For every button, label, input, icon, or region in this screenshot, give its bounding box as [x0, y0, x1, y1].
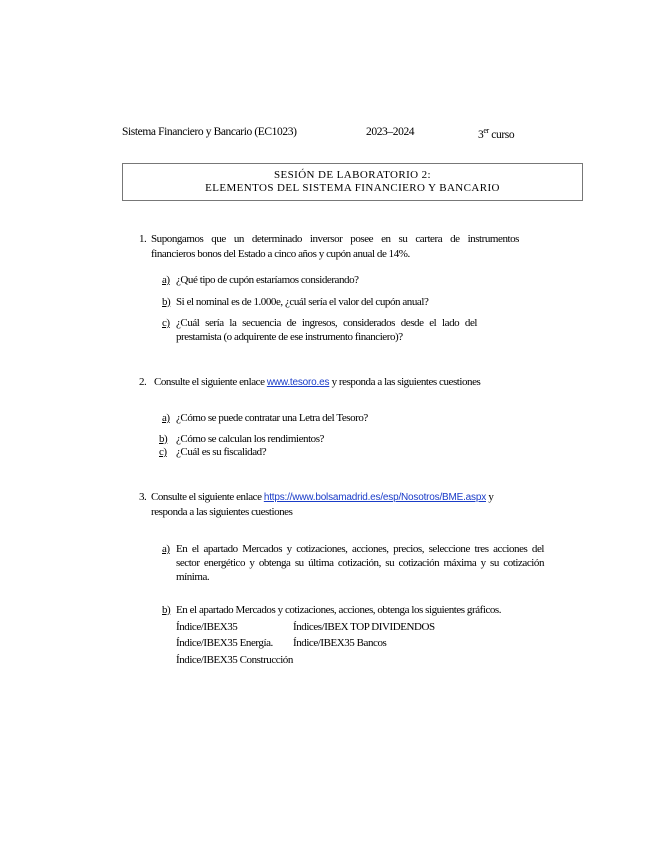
question-3a-line3: mínima.: [176, 571, 210, 583]
question-3b-text: En el apartado Mercados y cotizaciones, acciones, obtenga los siguientes gráficos.: [176, 604, 502, 616]
question-2a-text: ¿Cómo se puede contratar una Letra del Tesoro?: [176, 412, 368, 424]
question-2-intro: [154, 376, 480, 388]
tesoro-link[interactable]: www.tesoro.es: [266, 377, 330, 388]
session-title-line1: SESIÓN DE LABORATORIO 2:: [274, 169, 431, 181]
question-1-line2: financieros bonos del Estado a cinco años y cupón anual de 14%.: [151, 248, 410, 260]
question-1c-line1: ¿Cuál sería la secuencia de ingresos, considerados desde el lado del: [176, 317, 477, 329]
session-title-box: [122, 163, 583, 201]
question-3a-line1: En el apartado Mercados y cotizaciones, acciones, precios, seleccione tres acciones del: [176, 543, 544, 555]
question-1a-text: ¿Qué tipo de cupón estaríamos considerando?: [176, 274, 359, 286]
question-2-pre-text: Consulte el siguiente enlace: [154, 376, 265, 388]
course-level-number: 3: [478, 129, 484, 141]
question-3-intro: [151, 491, 493, 503]
chart-item: Índice/IBEX35 Construcción: [176, 654, 293, 666]
question-2-post-text: y responda a las siguientes cuestiones: [331, 376, 481, 388]
question-2-number: 2.: [139, 376, 147, 388]
chart-item: Índice/IBEX35: [176, 621, 238, 633]
question-1b-text: Si el nominal es de 1.000e, ¿cuál sería el valor del cupón anual?: [176, 296, 429, 308]
question-2b-text: ¿Cómo se calculan los rendimientos?: [176, 433, 324, 445]
bolsamadrid-link[interactable]: https://www.bolsamadrid.es/esp/Nosotros/BME.aspx: [263, 492, 486, 503]
academic-year: 2023–2024: [366, 126, 415, 138]
question-3a-label: a): [162, 543, 170, 555]
question-3-pre-text: Consulte el siguiente enlace: [151, 491, 262, 503]
course-name: Sistema Financiero y Bancario (EC1023): [122, 126, 297, 138]
question-1-number: 1.: [139, 233, 147, 245]
question-3-line2: responda a las siguientes cuestiones: [151, 506, 293, 518]
question-1c-line2: prestamista (o adquirente de ese instrumento financiero)?: [176, 331, 403, 343]
question-3a-line2: sector energético y obtenga su última cotización, su cotización máxima y su cotización: [176, 557, 544, 569]
question-3-number: 3.: [139, 491, 147, 503]
question-1-line1: Supongamos que un determinado inversor posee en su cartera de instrumentos: [151, 233, 519, 245]
course-level-word: curso: [491, 129, 515, 141]
chart-item: Índice/IBEX35 Energía.: [176, 637, 273, 649]
question-2a-label: a): [162, 412, 170, 424]
course-level-superscript: er: [483, 126, 489, 135]
session-title-line2: ELEMENTOS DEL SISTEMA FINANCIERO Y BANCARIO: [205, 182, 500, 194]
chart-item: Índice/IBEX35 Bancos: [293, 637, 387, 649]
question-2c-label: c): [159, 446, 167, 458]
question-3b-label: b): [162, 604, 171, 616]
question-1a-label: a): [162, 274, 170, 286]
question-1c-label: c): [162, 317, 170, 329]
question-1b-label: b): [162, 296, 171, 308]
chart-item: Índices/IBEX TOP DIVIDENDOS: [293, 621, 435, 633]
question-2c-text: ¿Cuál es su fiscalidad?: [176, 446, 267, 458]
question-3-post-text: y: [488, 491, 494, 503]
question-2b-label: b): [159, 433, 168, 445]
course-level: [478, 126, 514, 141]
